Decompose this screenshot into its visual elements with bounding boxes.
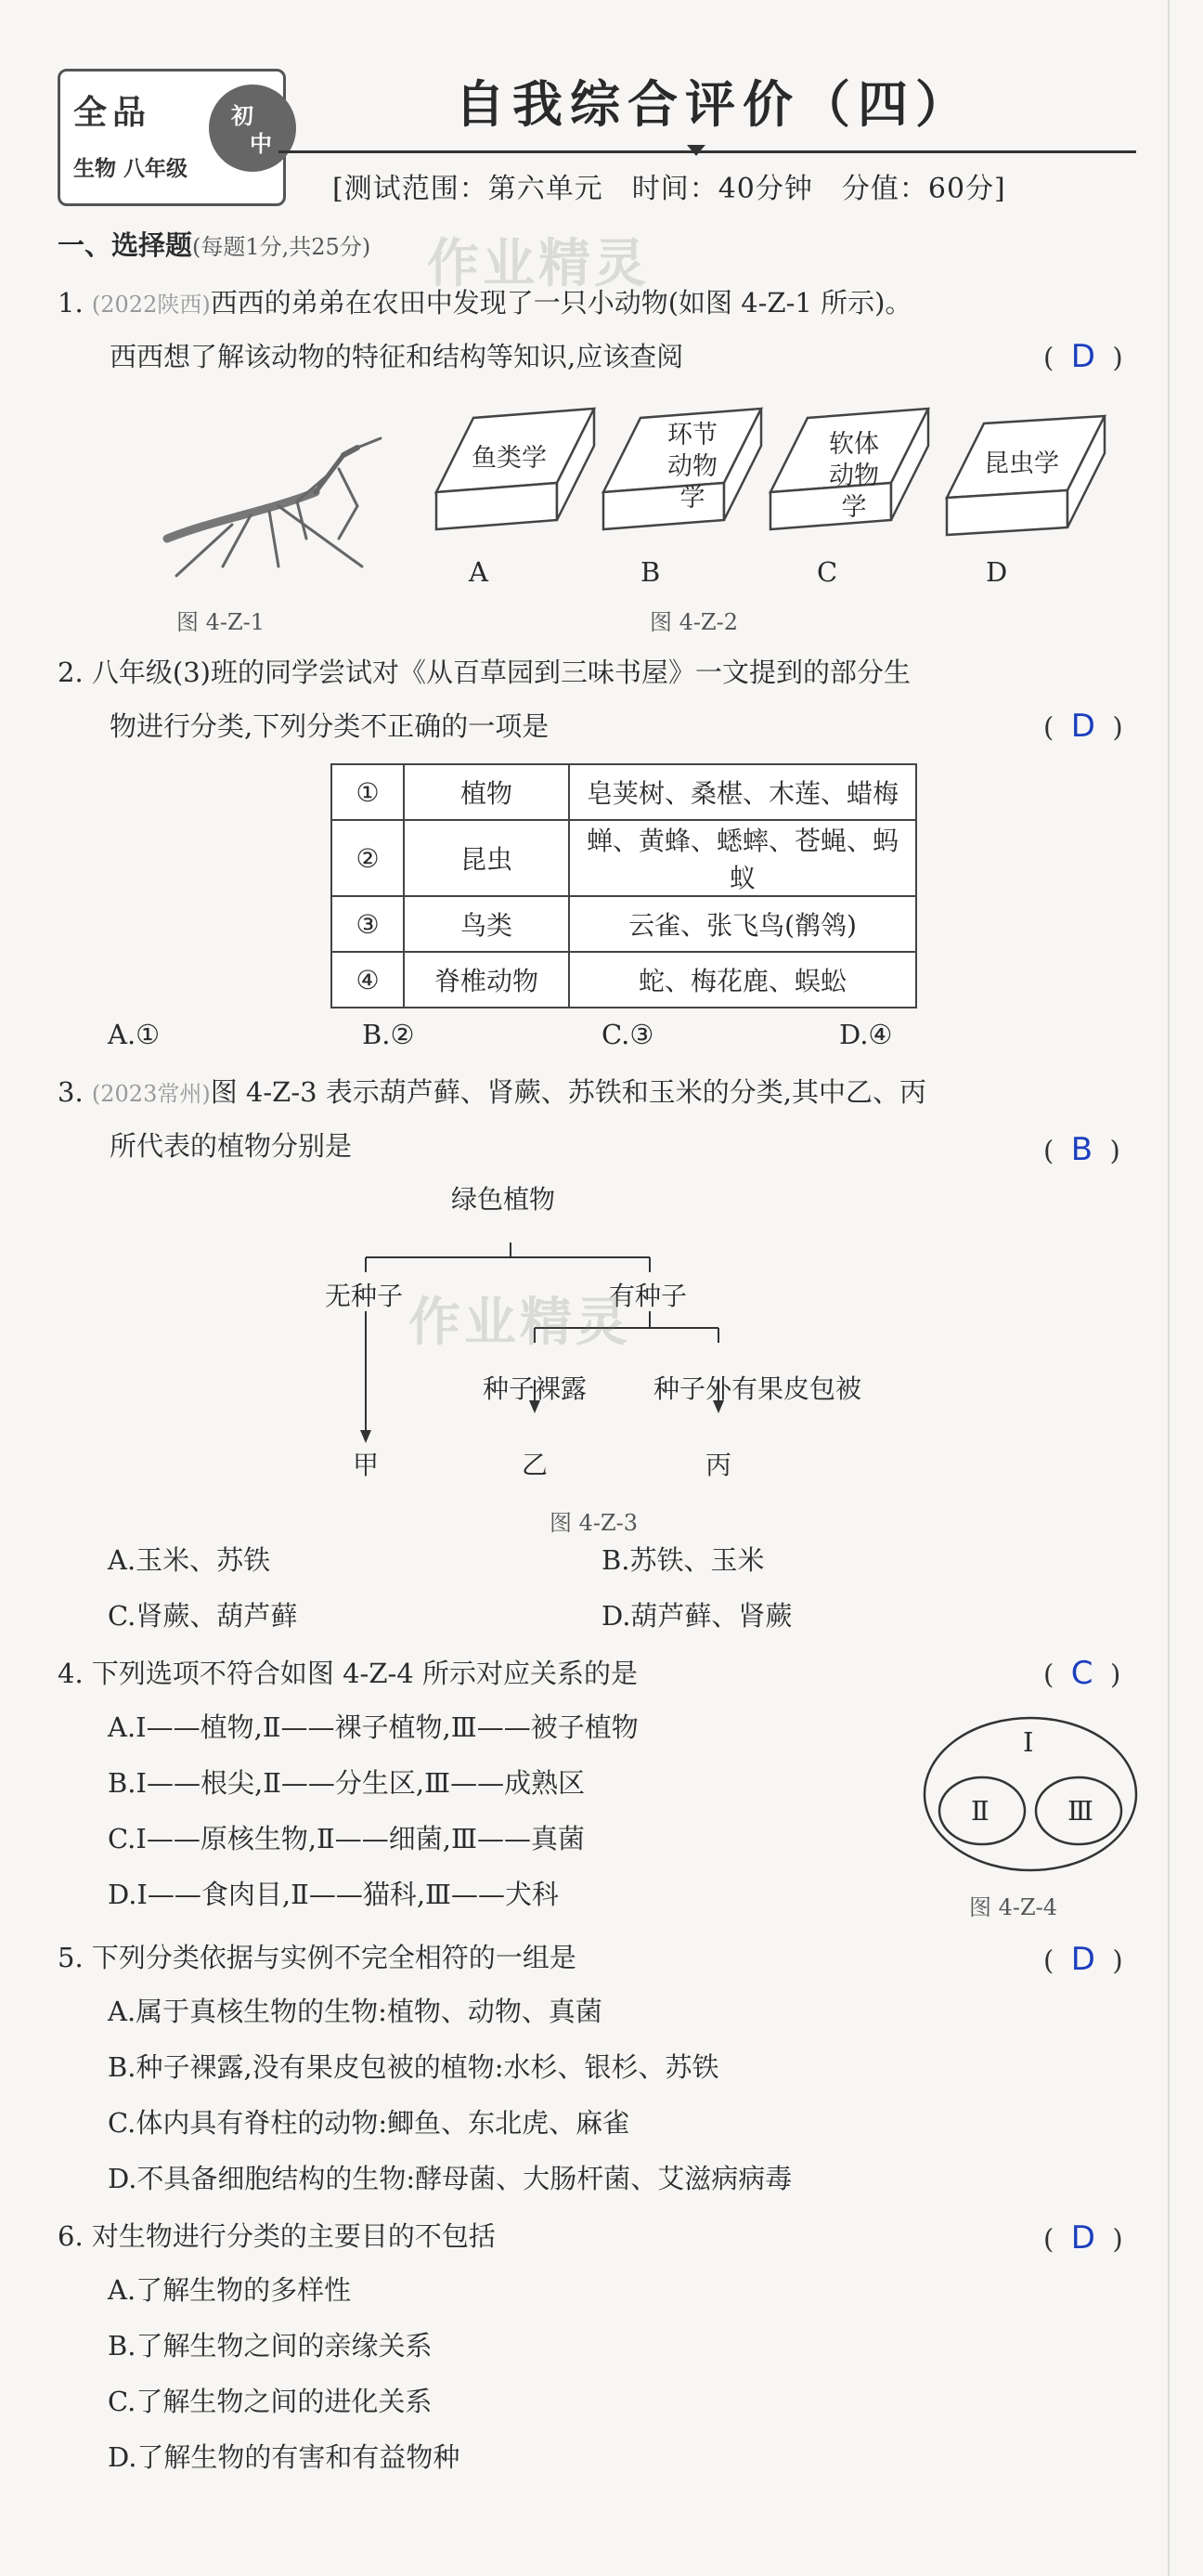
badge-tag-top: 初 [231, 103, 253, 129]
q5-option-d: D.不具备细胞结构的生物:酵母菌、大肠杆菌、艾滋病病毒 [108, 2163, 793, 2194]
table-row [331, 952, 916, 1008]
tree-leaf-yi: 乙 [522, 1450, 549, 1480]
q2-answer: D [1070, 708, 1095, 745]
q6-number: 6. [58, 2220, 84, 2252]
section-note: (每题1分,共25分) [192, 234, 371, 260]
section-heading [58, 227, 370, 266]
book-a-letter: A [469, 556, 488, 588]
table-cell: 植物 [404, 764, 569, 820]
badge-level-tag [209, 85, 296, 172]
table-cell: 脊椎动物 [404, 952, 569, 1008]
q2-option-d: D.④ [839, 1019, 893, 1050]
q3-stem-1: 图 4-Z-3 表示葫芦藓、肾蕨、苏铁和玉米的分类,其中乙、丙 [210, 1076, 927, 1108]
q5-number: 5. [58, 1942, 84, 1973]
book-d-letter: D [986, 556, 1008, 588]
q4-option-b: B.Ⅰ——根尖,Ⅱ——分生区,Ⅲ——成熟区 [108, 1767, 586, 1799]
tree-leaf-bing: 丙 [705, 1450, 732, 1480]
table-cell: ② [331, 820, 404, 896]
fig3-caption: 图 4-Z-3 [550, 1510, 639, 1536]
table-cell: ④ [331, 952, 404, 1008]
venn-right-label: Ⅲ [1067, 1795, 1093, 1827]
book-d-figure [938, 405, 1142, 572]
q4-line1 [58, 1655, 638, 1692]
q6-line1 [58, 2218, 496, 2255]
q1-source: (2022陕西) [91, 292, 211, 318]
tree-no-seed: 无种子 [325, 1281, 404, 1311]
q2-answer-box: ( D ) [1043, 708, 1123, 745]
book-d-label: 昆虫学 [984, 449, 1059, 478]
watermark: 作业精灵 [408, 1293, 631, 1353]
q5-answer: D [1070, 1941, 1095, 1978]
book-b-label: 环节动物学 [667, 421, 718, 513]
q4-answer-box: ( C ) [1043, 1655, 1121, 1692]
table-cell: 皂荚树、桑椹、木莲、蜡梅 [569, 764, 916, 820]
q3-option-d: D.葫芦藓、肾蕨 [602, 1600, 793, 1632]
q6-option-a: A.了解生物的多样性 [108, 2274, 352, 2306]
page-edge-shadow [1168, 0, 1170, 2576]
q2-stem-2: 物进行分类,下列分类不正确的一项是 [110, 710, 550, 742]
q1-line1 [58, 284, 912, 323]
table-row [331, 896, 916, 952]
q2-option-b: B.② [362, 1019, 415, 1050]
fig2-caption: 图 4-Z-2 [650, 609, 739, 635]
q4-stem-1: 下列选项不符合如图 4-Z-4 所示对应关系的是 [91, 1658, 638, 1689]
table-cell: 蛇、梅花鹿、蜈蚣 [569, 952, 916, 1008]
tree-leaf-jia: 甲 [353, 1450, 380, 1480]
table-cell: 蝉、黄蜂、蟋蟀、苍蝇、蚂蚁 [569, 820, 916, 896]
q3-option-c: C.肾蕨、葫芦藓 [108, 1600, 298, 1632]
table-cell: 云雀、张飞鸟(鹡鸰) [569, 896, 916, 952]
page-title: 自我综合评价（四） [455, 75, 973, 134]
fig1-caption: 图 4-Z-1 [176, 609, 265, 635]
badge-subtitle: 生物 八年级 [73, 157, 188, 181]
venn-outer-label: Ⅰ [1023, 1726, 1034, 1758]
q4-answer: C [1070, 1655, 1093, 1692]
mantis-image [139, 436, 399, 585]
q1-answer: D [1070, 338, 1095, 375]
q5-line1 [58, 1939, 576, 1976]
q2-stem-1: 八年级(3)班的同学尝试对《从百草园到三味书屋》一文提到的部分生 [91, 657, 911, 688]
q6-option-d: D.了解生物的有害和有益物种 [108, 2441, 460, 2473]
q5-option-a: A.属于真核生物的生物:植物、动物、真菌 [108, 1996, 602, 2027]
test-scope: [测试范围：第六单元 时间：40分钟 分值：60分] [332, 173, 1006, 205]
tree-naked-seed: 种子裸露 [483, 1373, 588, 1404]
title-line-marker [687, 145, 705, 158]
badge-title: 全品 [73, 94, 152, 132]
q1-answer-box: ( D ) [1043, 338, 1123, 375]
q6-option-c: C.了解生物之间的进化关系 [108, 2386, 433, 2417]
q3-source: (2023常州) [91, 1081, 211, 1107]
q6-option-b: B.了解生物之间的亲缘关系 [108, 2330, 433, 2361]
table-cell: ① [331, 764, 404, 820]
q3-option-b: B.苏铁、玉米 [602, 1544, 765, 1576]
q2-option-a: A.① [108, 1019, 161, 1050]
q4-option-d: D.Ⅰ——食肉目,Ⅱ——猫科,Ⅲ——犬科 [108, 1879, 560, 1910]
venn-left-label: Ⅱ [971, 1795, 990, 1827]
q3-option-a: A.玉米、苏铁 [108, 1544, 271, 1576]
q2-option-c: C.③ [602, 1019, 654, 1050]
tree-has-seed: 有种子 [609, 1281, 688, 1311]
q3-number: 3. [58, 1076, 84, 1108]
q6-answer: D [1070, 2219, 1095, 2257]
table-row [331, 764, 916, 820]
q4-number: 4. [58, 1658, 84, 1689]
q4-option-a: A.Ⅰ——植物,Ⅱ——裸子植物,Ⅲ——被子植物 [108, 1711, 639, 1743]
q1-stem-1: 西西的弟弟在农田中发现了一只小动物(如图 4-Z-1 所示)。 [210, 287, 912, 319]
q1-number: 1. [58, 287, 84, 319]
q1-stem-2: 西西想了解该动物的特征和结构等知识,应该查阅 [110, 341, 684, 372]
book-a-label: 鱼类学 [472, 444, 547, 473]
q6-answer-box: ( D ) [1043, 2219, 1123, 2257]
q3-answer: B [1070, 1131, 1093, 1168]
q5-stem-1: 下列分类依据与实例不完全相符的一组是 [91, 1942, 576, 1973]
q4-option-c: C.Ⅰ——原核生物,Ⅱ——细菌,Ⅲ——真菌 [108, 1823, 585, 1854]
q3-stem-2: 所代表的植物分别是 [110, 1130, 353, 1162]
q5-answer-box: ( D ) [1043, 1941, 1123, 1978]
q3-line1 [58, 1073, 926, 1112]
q3-answer-box: ( B ) [1043, 1131, 1120, 1168]
tree-root: 绿色植物 [451, 1184, 556, 1215]
title-underline [278, 150, 1136, 153]
q6-stem-1: 对生物进行分类的主要目的不包括 [91, 2220, 496, 2252]
fig4-caption: 图 4-Z-4 [969, 1894, 1058, 1920]
book-c-letter: C [817, 556, 838, 588]
section-title: 一、选择题 [58, 229, 193, 261]
table-row [331, 820, 916, 896]
publisher-badge [58, 69, 286, 206]
table-cell: 鸟类 [404, 896, 569, 952]
q2-classification-table [330, 763, 917, 1008]
badge-tag-bottom: 中 [250, 131, 272, 157]
q2-number: 2. [58, 657, 84, 688]
q5-option-b: B.种子裸露,没有果皮包被的植物:水杉、银杉、苏铁 [108, 2051, 719, 2083]
book-c-label: 软体动物学 [829, 430, 879, 522]
table-cell: 昆虫 [404, 820, 569, 896]
q2-line1 [58, 654, 911, 691]
table-cell: ③ [331, 896, 404, 952]
tree-covered-seed: 种子外有果皮包被 [653, 1373, 862, 1404]
watermark: 作业精灵 [427, 234, 650, 294]
q5-option-c: C.体内具有脊柱的动物:鲫鱼、东北虎、麻雀 [108, 2107, 630, 2139]
book-b-letter: B [640, 556, 661, 588]
